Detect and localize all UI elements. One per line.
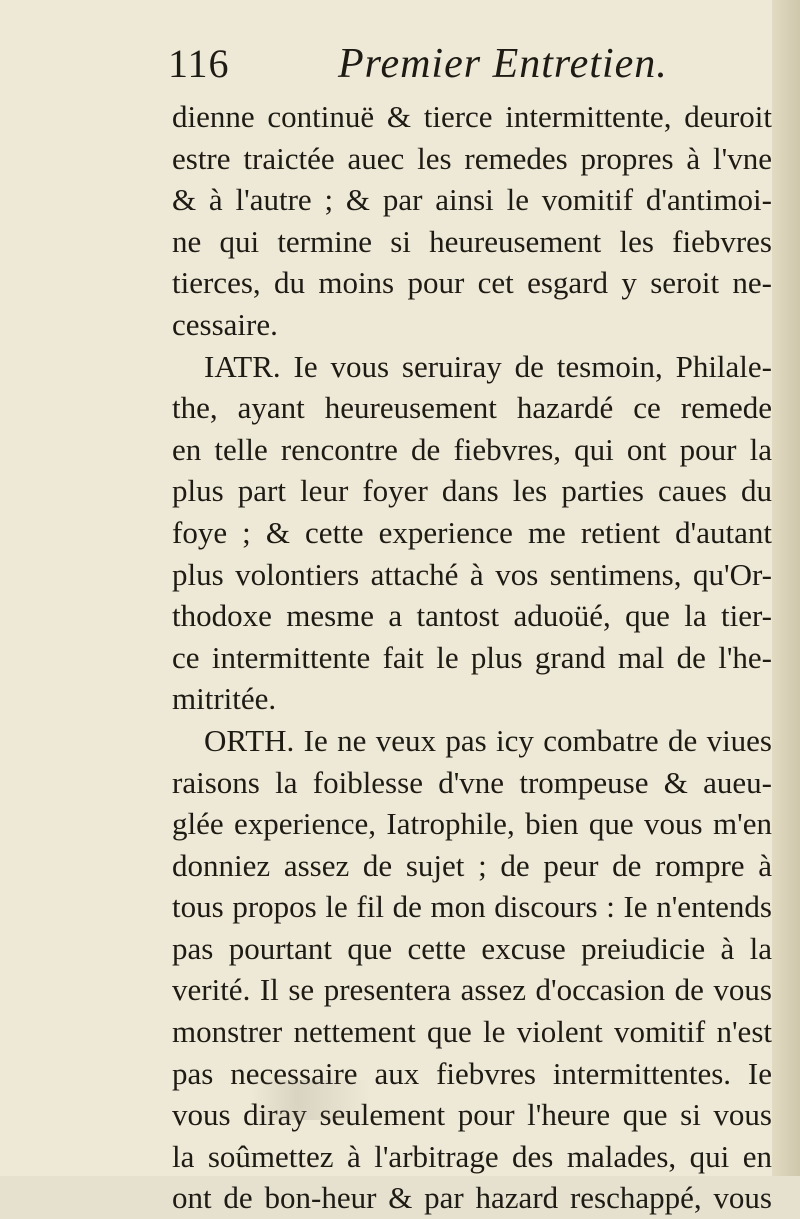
text-line: tous propos le fil de mon discours : Ie n'entends (172, 889, 772, 925)
running-title: Premier Entretien. (338, 41, 668, 87)
text-line: cessaire. (172, 306, 278, 342)
text-line: verité. Il se presentera assez d'occasion de vous (172, 972, 772, 1008)
text-line: ce intermittente fait le plus grand mal de l'he- (172, 639, 772, 675)
text-line: vous diray seulement pour l'heure que si vous (172, 1097, 772, 1133)
text-line: en telle rencontre de fiebvres, qui ont pour la (172, 431, 772, 467)
text-line: dienne continuë & tierce intermittente, deuroit (172, 99, 772, 134)
page-number: 116 (168, 41, 230, 86)
text-line: pas pourtant que cette excuse preiudicie à la (172, 930, 772, 966)
text-line: thodoxe mesme a tantost aduoüé, que la tier- (172, 598, 772, 634)
text-line: tierces, du moins pour cet esgard y seroit ne- (172, 265, 772, 301)
text-line: ORTH. Ie ne veux pas icy combatre de viues (204, 722, 772, 758)
text-line: estre traictée auec les remedes propres à l'vne (172, 140, 772, 176)
text-line: pas necessaire aux fiebvres intermittentes. Ie (172, 1055, 772, 1091)
text-line: la soûmettez à l'arbitrage des malades, qui en (172, 1138, 772, 1174)
text-line: mitritée. (172, 681, 277, 717)
text-line: plus part leur foyer dans les parties caues du (172, 473, 772, 509)
text-line: ne qui termine si heureusement les fiebvres (172, 223, 772, 259)
body-text (172, 96, 772, 1219)
text-line: foye ; & cette experience me retient d'autant (172, 514, 772, 550)
text-line: glée experience, Iatrophile, bien que vous m'en (172, 806, 772, 842)
show-through-smudge (250, 1080, 370, 1120)
text-line: ont de bon-heur & par hazard reschappé, vous (172, 1180, 772, 1216)
text-line: the, ayant heureusement hazardé ce remede (172, 390, 772, 426)
text-line: donniez assez de sujet ; de peur de rompre à (172, 847, 772, 883)
text-line: monstrer nettement que le violent vomitif n'est (172, 1014, 772, 1050)
page-edge (772, 0, 800, 1176)
text-line: & à l'autre ; & par ainsi le vomitif d'antimoi- (172, 182, 772, 218)
page-header (168, 36, 768, 92)
text-line: raisons la foiblesse d'vne trompeuse & aueu- (172, 764, 772, 800)
text-line: IATR. Ie vous seruiray de tesmoin, Philale- (204, 348, 772, 384)
text-line: plus volontiers attaché à vos sentimens, qu'Or- (172, 556, 772, 592)
